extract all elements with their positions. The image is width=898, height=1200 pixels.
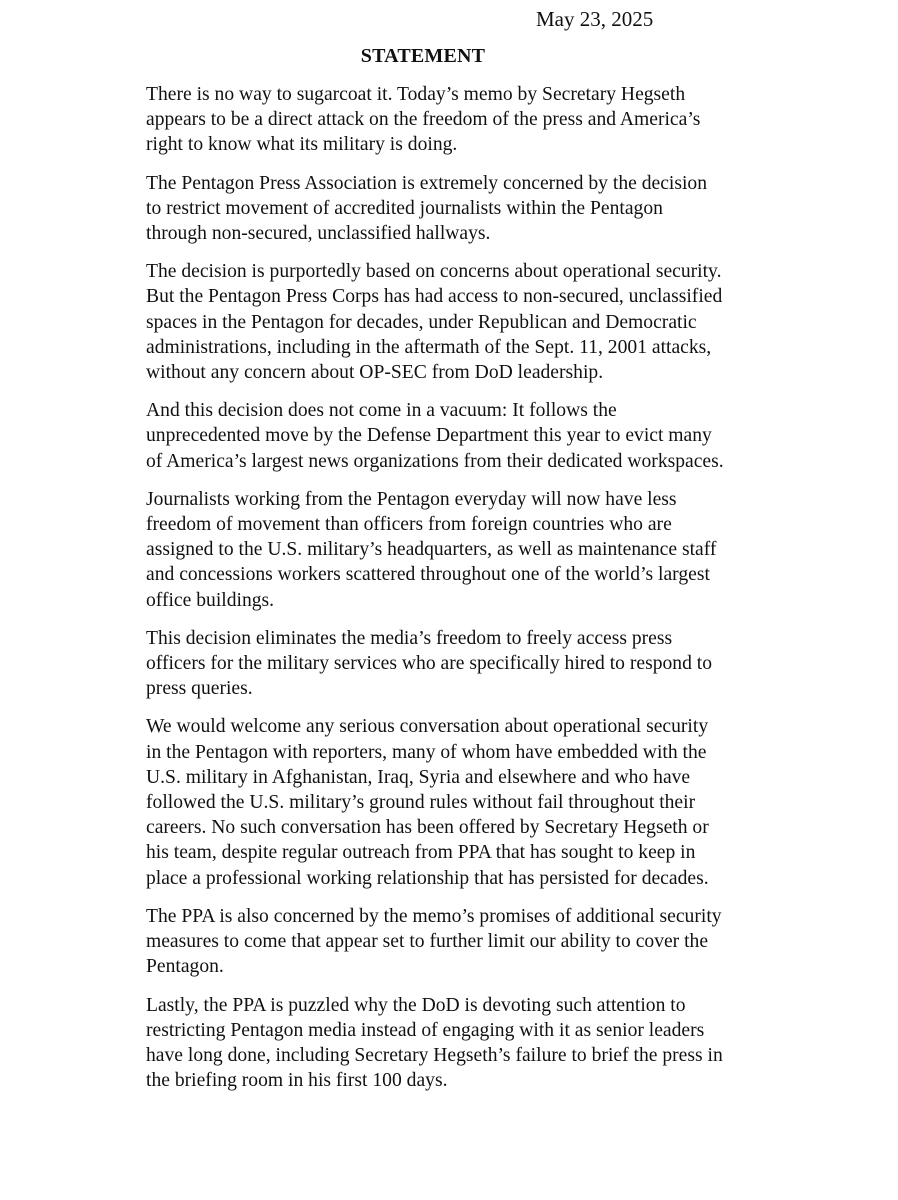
document-date: May 23, 2025 xyxy=(536,7,654,31)
document-body xyxy=(146,82,726,1106)
paragraph: And this decision does not come in a vacuum: It follows the unprecedented move by the Defense Department this year to evict many of America’s largest news organizations from their dedicated workspaces. xyxy=(146,400,724,472)
paragraph: We would welcome any serious conversation about operational security in the Pentagon with reporters, many of whom have embedded with the U.S. military in Afghanistan, Iraq, Syria and elsewhere and who have followed the U.S. military’s ground rules without fail throughout their careers. No such conversation has been offered by Secretary Hegseth or his team, despite regular outreach from PPA that has sought to keep in place a professional working relationship that has persisted for decades. xyxy=(146,716,709,889)
paragraph: Lastly, the PPA is puzzled why the DoD is devoting such attention to restricting Pentagon media instead of engaging with it as senior leaders have long done, including Secretary Hegseth’s failure to brief the press in the briefing room in his first 100 days. xyxy=(146,994,723,1092)
paragraph: The decision is purportedly based on concerns about operational security. But the Pentagon Press Corps has had access to non-secured, unclassified spaces in the Pentagon for decades, under Republican and Democratic administrations, including in the aftermath of the Sept. 11, 2001 attacks, without any concern about OP-SEC from DoD leadership. xyxy=(146,261,723,384)
document-title: STATEMENT xyxy=(360,45,486,67)
paragraph: Journalists working from the Pentagon everyday will now have less freedom of movement than officers from foreign countries who are assigned to the U.S. military’s headquarters, as well as maintenance staff and concessions workers scattered throughout one of the world’s largest office buildings. xyxy=(146,488,717,611)
paragraph: The Pentagon Press Association is extremely concerned by the decision to restrict movement of accredited journalists within the Pentagon through non-secured, unclassified hallways. xyxy=(146,172,708,245)
paragraph: This decision eliminates the media’s freedom to freely access press officers for the military services who are specifically hired to respond to press queries. xyxy=(146,627,713,700)
paragraph: The PPA is also concerned by the memo’s promises of additional security measures to come that appear set to further limit our ability to cover the Pentagon. xyxy=(146,905,722,978)
paragraph: There is no way to sugarcoat it. Today’s memo by Secretary Hegseth appears to be a direct attack on the freedom of the press and America’s right to know what its military is doing. xyxy=(146,84,701,156)
